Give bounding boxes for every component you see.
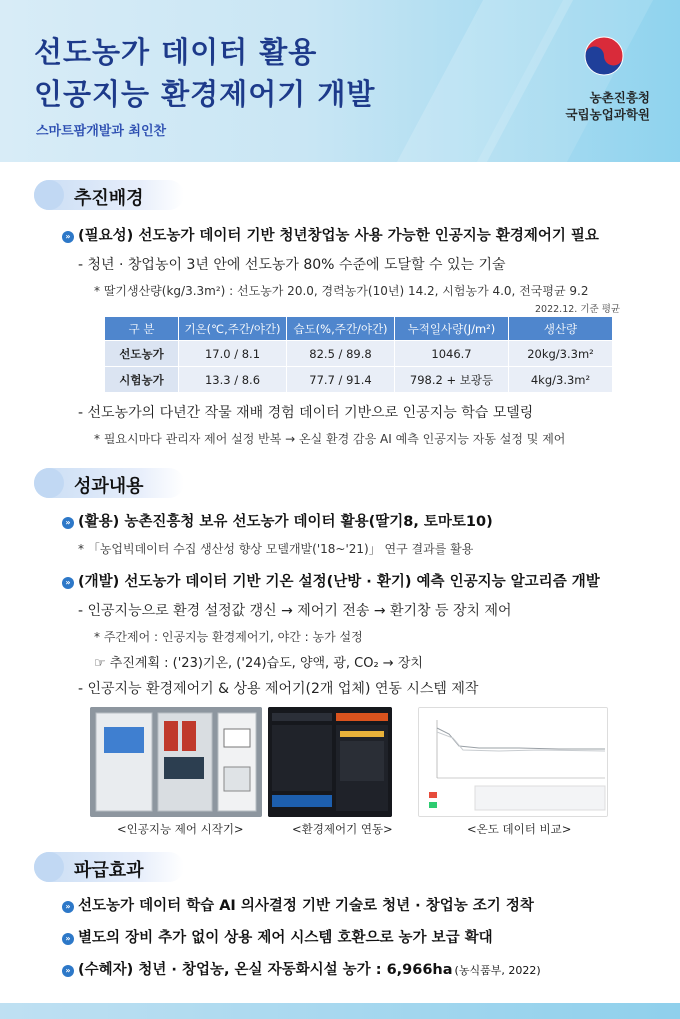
table-row xyxy=(105,341,613,367)
section-heading-background xyxy=(34,180,184,210)
taegeuk-emblem-icon xyxy=(584,36,624,76)
table-note: 2022.12. 기준 평균 xyxy=(535,304,621,315)
controller-cabinet-illustration xyxy=(90,707,262,817)
bullet-item xyxy=(62,510,493,531)
controller-interface-screenshot xyxy=(268,707,392,817)
circle-arrow-icon: » xyxy=(62,231,74,243)
org-name-line1: 농촌진흥청 xyxy=(589,90,650,105)
bullet-text: (개발) 선도농가 데이터 기반 기온 설정(난방 · 환기) 예측 인공지능 알고리즘 개발 xyxy=(78,574,600,590)
table-header-cell: 습도(%,주간/야간) xyxy=(287,317,395,341)
bullet-item xyxy=(62,224,599,245)
bullet-text: (필요성) 선도농가 데이터 기반 청년창업농 사용 가능한 인공지능 환경제어기 필요 xyxy=(78,228,599,244)
photo-caption: <인공지능 제어 시작기> xyxy=(117,822,244,836)
table-header-row xyxy=(105,317,613,341)
source-note: (농식품부, 2022) xyxy=(454,964,541,977)
footer-band xyxy=(0,1003,680,1019)
table-row xyxy=(105,367,613,393)
table-header-cell: 기온(℃,주간/야간) xyxy=(179,317,287,341)
table-header-cell: 생산량 xyxy=(509,317,613,341)
section-heading-dot xyxy=(34,180,64,210)
table-cell: 798.2 + 보광등 xyxy=(395,367,509,393)
section-heading: 추진배경 xyxy=(74,188,144,209)
circle-arrow-icon: » xyxy=(62,933,74,945)
page-title-line1: 선도농가 데이터 활용 xyxy=(34,35,318,69)
bullet-text: (수혜자) 청년 · 창업농, 온실 자동화시설 농가 : 6,966ha xyxy=(78,962,453,978)
table-header-cell: 구 분 xyxy=(105,317,179,341)
section-heading: 성과내용 xyxy=(74,476,144,497)
bullet-item xyxy=(62,926,493,947)
note-item: * 딸기생산량(kg/3.3m²) : 선도농가 20.0, 경력농가(10년) 14.2, 시험농가 4.0, 전국평균 9.2 xyxy=(94,284,589,298)
table-cell: 선도농가 xyxy=(105,341,179,367)
table-cell: 17.0 / 8.1 xyxy=(179,341,287,367)
note-item: * 주간제어 : 인공지능 환경제어기, 야간 : 농가 설정 xyxy=(94,630,363,644)
table-cell: 시험농가 xyxy=(105,367,179,393)
comparison-table xyxy=(104,316,613,393)
author-line: 스마트팜개발과 최인찬 xyxy=(36,124,167,139)
section-heading-background xyxy=(34,468,184,498)
bullet-item xyxy=(62,958,541,979)
table-cell: 20kg/3.3m² xyxy=(509,341,613,367)
plan-note: ☞ 추진계획 : ('23)기온, ('24)습도, 양액, 광, CO₂ → 장치 xyxy=(94,656,423,671)
temperature-chart-illustration xyxy=(419,708,608,817)
section-heading-dot xyxy=(34,852,64,882)
section-heading: 파급효과 xyxy=(74,860,144,881)
temperature-comparison-chart xyxy=(418,707,608,817)
table-header-cell: 누적일사량(J/m²) xyxy=(395,317,509,341)
bullet-text: 별도의 장비 추가 없이 상용 제어 시스템 호환으로 농가 보급 확대 xyxy=(78,930,493,946)
bullet-item xyxy=(62,570,600,591)
note-item: * 「농업빅데이터 수집 생산성 향상 모델개발('18~'21)」 연구 결과를 활용 xyxy=(78,542,474,556)
sub-item: - 선도농가의 다년간 작물 재배 경험 데이터 기반으로 인공지능 학습 모델링 xyxy=(78,405,534,421)
photo-caption: <환경제어기 연동> xyxy=(292,822,393,836)
circle-arrow-icon: » xyxy=(62,965,74,977)
sub-item: - 인공지능으로 환경 설정값 갱신 → 제어기 전송 → 환기창 등 장치 제어 xyxy=(78,603,512,619)
table-cell: 82.5 / 89.8 xyxy=(287,341,395,367)
table-cell: 1046.7 xyxy=(395,341,509,367)
table-cell: 77.7 / 91.4 xyxy=(287,367,395,393)
bullet-item xyxy=(62,894,534,915)
controller-prototype-photo xyxy=(90,707,262,817)
page-title-line2: 인공지능 환경제어기 개발 xyxy=(34,77,376,111)
table-cell: 13.3 / 8.6 xyxy=(179,367,287,393)
section-heading-dot xyxy=(34,468,64,498)
circle-arrow-icon: » xyxy=(62,901,74,913)
section-heading-background xyxy=(34,852,184,882)
sub-item: - 인공지능 환경제어기 & 상용 제어기(2개 업체) 연동 시스템 제작 xyxy=(78,681,479,697)
photo-caption: <온도 데이터 비교> xyxy=(467,822,572,836)
circle-arrow-icon: » xyxy=(62,517,74,529)
circle-arrow-icon: » xyxy=(62,577,74,589)
bullet-text: 선도농가 데이터 학습 AI 의사결정 기반 기술로 청년 · 창업농 조기 정착 xyxy=(78,898,534,914)
table-cell: 4kg/3.3m² xyxy=(509,367,613,393)
note-item: * 필요시마다 관리자 제어 설정 반복 → 온실 환경 감응 AI 예측 인공지능 자동 설정 및 제어 xyxy=(94,432,566,446)
header-banner xyxy=(0,0,680,162)
bullet-text: (활용) 농촌진흥청 보유 선도농가 데이터 활용(딸기8, 토마토10) xyxy=(78,514,493,530)
control-software-illustration xyxy=(268,707,392,817)
org-name-line2: 국립농업과학원 xyxy=(565,107,650,122)
sub-item: - 청년 · 창업농이 3년 안에 선도농가 80% 수준에 도달할 수 있는 기술 xyxy=(78,257,506,273)
